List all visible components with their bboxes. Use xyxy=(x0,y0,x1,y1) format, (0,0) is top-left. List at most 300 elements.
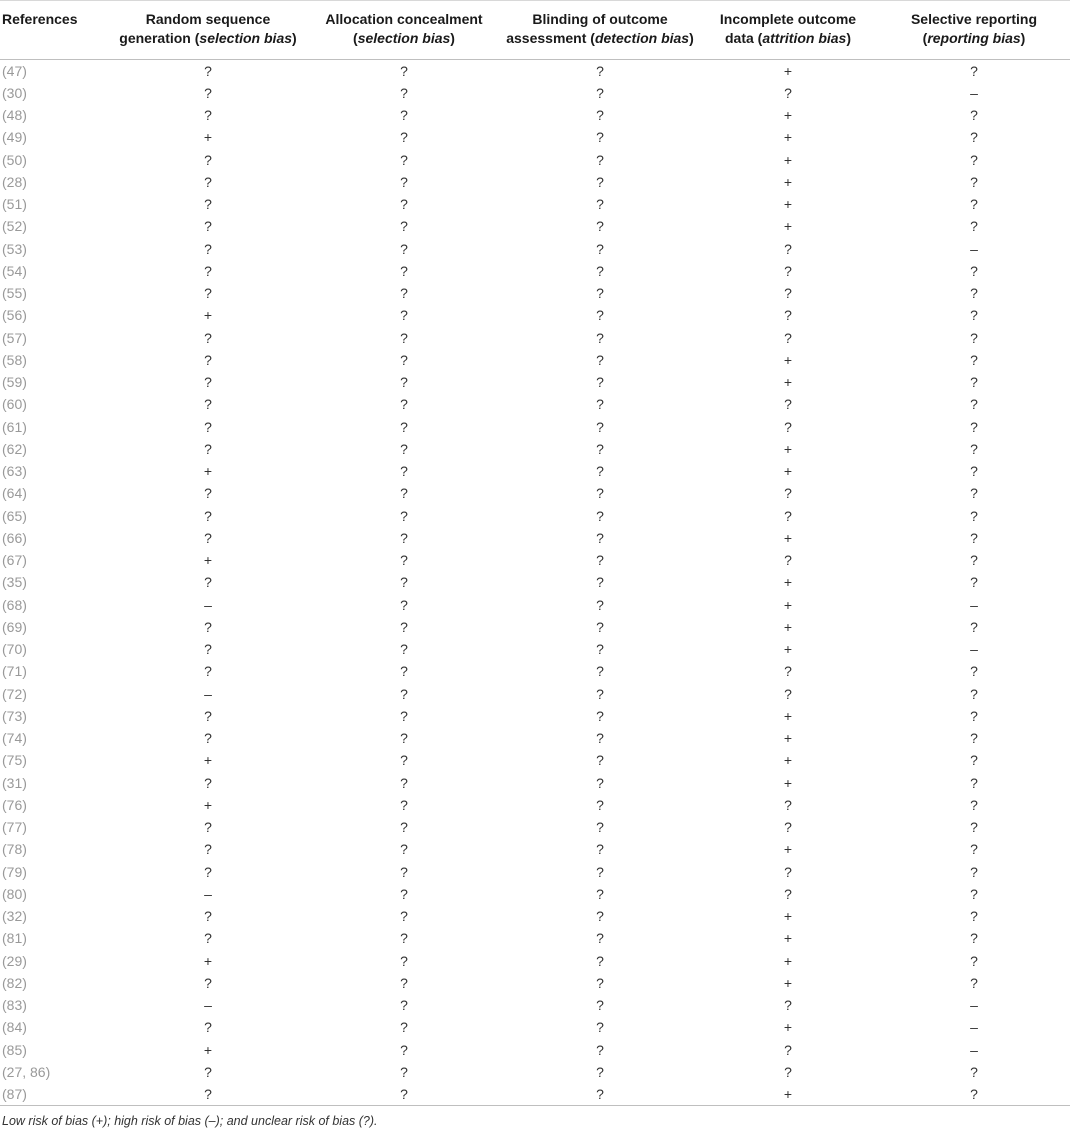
selective-reporting-cell: ? xyxy=(970,908,978,925)
blinding-cell: ? xyxy=(596,596,604,613)
allocation-concealment-cell: ? xyxy=(400,1019,408,1036)
selective-reporting-cell: ? xyxy=(970,774,978,791)
selective-reporting-cell: ? xyxy=(970,151,978,168)
allocation-concealment-cell: ? xyxy=(400,529,408,546)
table-row xyxy=(0,638,1070,660)
blinding-cell: ? xyxy=(596,930,604,947)
random-sequence-cell: ? xyxy=(204,774,212,791)
blinding-cell: ? xyxy=(596,285,604,302)
header-line: Selective reporting xyxy=(910,11,1038,27)
reference-cell: (32) xyxy=(2,908,27,925)
reference-cell: (77) xyxy=(2,819,27,836)
reference-cell: (62) xyxy=(2,440,27,457)
random-sequence-cell: + xyxy=(203,1041,213,1058)
reference-cell: (83) xyxy=(2,997,27,1014)
incomplete-outcome-cell: ? xyxy=(784,1041,792,1058)
reference-cell: (84) xyxy=(2,1019,27,1036)
incomplete-outcome-cell: + xyxy=(783,641,793,658)
table-footer xyxy=(0,1105,1070,1142)
selective-reporting-cell: – xyxy=(970,84,978,101)
random-sequence-cell: ? xyxy=(204,819,212,836)
blinding-cell: ? xyxy=(596,1085,604,1102)
blinding-cell: ? xyxy=(596,707,604,724)
incomplete-outcome-cell: + xyxy=(783,196,793,213)
table-row xyxy=(0,149,1070,171)
table-row xyxy=(0,460,1070,482)
selective-reporting-cell: ? xyxy=(970,129,978,146)
selective-reporting-cell: – xyxy=(970,596,978,613)
selective-reporting-cell: ? xyxy=(970,1085,978,1102)
reference-cell: (27, 86) xyxy=(2,1063,51,1080)
allocation-concealment-cell: ? xyxy=(400,796,408,813)
blinding-cell: ? xyxy=(596,863,604,880)
allocation-concealment-cell: ? xyxy=(400,285,408,302)
random-sequence-cell: ? xyxy=(204,1063,212,1080)
incomplete-outcome-cell: + xyxy=(783,574,793,591)
table-row xyxy=(0,82,1070,104)
table-row xyxy=(0,171,1070,193)
blinding-cell: ? xyxy=(596,107,604,124)
incomplete-outcome-cell: + xyxy=(783,730,793,747)
blinding-cell: ? xyxy=(596,440,604,457)
header-line: assessment (detection bias) xyxy=(506,30,694,46)
incomplete-outcome-cell: + xyxy=(783,173,793,190)
incomplete-outcome-cell: ? xyxy=(784,552,792,569)
selective-reporting-cell: – xyxy=(970,1019,978,1036)
reference-cell: (57) xyxy=(2,329,27,346)
header-line: Allocation concealment xyxy=(325,11,483,27)
allocation-concealment-cell: ? xyxy=(400,351,408,368)
selective-reporting-cell: ? xyxy=(970,730,978,747)
incomplete-outcome-cell: + xyxy=(783,707,793,724)
blinding-cell: ? xyxy=(596,240,604,257)
allocation-concealment-cell: ? xyxy=(400,1085,408,1102)
blinding-cell: ? xyxy=(596,151,604,168)
allocation-concealment-cell: ? xyxy=(400,107,408,124)
reference-cell: (61) xyxy=(2,418,27,435)
table-row xyxy=(0,304,1070,326)
incomplete-outcome-cell: + xyxy=(783,1019,793,1036)
reference-cell: (67) xyxy=(2,552,27,569)
table-row xyxy=(0,104,1070,126)
reference-cell: (49) xyxy=(2,129,27,146)
incomplete-outcome-cell: ? xyxy=(784,1063,792,1080)
selective-reporting-cell: ? xyxy=(970,841,978,858)
table-row xyxy=(0,549,1070,571)
allocation-concealment-cell: ? xyxy=(400,262,408,279)
random-sequence-cell: ? xyxy=(204,329,212,346)
incomplete-outcome-cell: + xyxy=(783,107,793,124)
random-sequence-cell: ? xyxy=(204,618,212,635)
allocation-concealment-cell: ? xyxy=(400,752,408,769)
incomplete-outcome-cell: + xyxy=(783,618,793,635)
selective-reporting-cell: ? xyxy=(970,262,978,279)
reference-cell: (59) xyxy=(2,374,27,391)
random-sequence-cell: ? xyxy=(204,529,212,546)
random-sequence-cell: ? xyxy=(204,841,212,858)
incomplete-outcome-cell: ? xyxy=(784,418,792,435)
reference-cell: (55) xyxy=(2,285,27,302)
allocation-concealment-cell: ? xyxy=(400,841,408,858)
blinding-cell: ? xyxy=(596,974,604,991)
table-row xyxy=(0,705,1070,727)
random-sequence-cell: + xyxy=(203,552,213,569)
incomplete-outcome-cell: + xyxy=(783,351,793,368)
table-row xyxy=(0,193,1070,215)
allocation-concealment-cell: ? xyxy=(400,685,408,702)
allocation-concealment-cell: ? xyxy=(400,1063,408,1080)
selective-reporting-cell: ? xyxy=(970,574,978,591)
header-selective-reporting xyxy=(878,1,1070,60)
blinding-cell: ? xyxy=(596,396,604,413)
random-sequence-cell: – xyxy=(204,997,212,1014)
selective-reporting-cell: ? xyxy=(970,196,978,213)
allocation-concealment-cell: ? xyxy=(400,307,408,324)
selective-reporting-cell: ? xyxy=(970,796,978,813)
header-references xyxy=(0,1,110,60)
reference-cell: (29) xyxy=(2,952,27,969)
reference-cell: (35) xyxy=(2,574,27,591)
reference-cell: (60) xyxy=(2,396,27,413)
selective-reporting-cell: ? xyxy=(970,218,978,235)
allocation-concealment-cell: ? xyxy=(400,930,408,947)
allocation-concealment-cell: ? xyxy=(400,173,408,190)
header-references-label: References xyxy=(2,11,78,27)
table-row xyxy=(0,238,1070,260)
incomplete-outcome-cell: + xyxy=(783,529,793,546)
selective-reporting-cell: ? xyxy=(970,507,978,524)
footnote-row xyxy=(0,1105,1070,1142)
table-row xyxy=(0,616,1070,638)
blinding-cell: ? xyxy=(596,752,604,769)
incomplete-outcome-cell: + xyxy=(783,930,793,947)
blinding-cell: ? xyxy=(596,952,604,969)
selective-reporting-cell: ? xyxy=(970,463,978,480)
blinding-cell: ? xyxy=(596,307,604,324)
selective-reporting-cell: ? xyxy=(970,685,978,702)
table-row xyxy=(0,972,1070,994)
table-row xyxy=(0,660,1070,682)
blinding-cell: ? xyxy=(596,196,604,213)
reference-cell: (54) xyxy=(2,262,27,279)
blinding-cell: ? xyxy=(596,1063,604,1080)
header-line: Blinding of outcome xyxy=(532,11,668,27)
selective-reporting-cell: ? xyxy=(970,1063,978,1080)
header-line: Incomplete outcome xyxy=(719,11,857,27)
blinding-cell: ? xyxy=(596,463,604,480)
blinding-cell: ? xyxy=(596,841,604,858)
random-sequence-cell: ? xyxy=(204,1019,212,1036)
incomplete-outcome-cell: + xyxy=(783,151,793,168)
table-row xyxy=(0,861,1070,883)
table-row xyxy=(0,571,1070,593)
allocation-concealment-cell: ? xyxy=(400,641,408,658)
blinding-cell: ? xyxy=(596,351,604,368)
selective-reporting-cell: ? xyxy=(970,396,978,413)
reference-cell: (50) xyxy=(2,151,27,168)
allocation-concealment-cell: ? xyxy=(400,62,408,79)
table-row xyxy=(0,749,1070,771)
random-sequence-cell: ? xyxy=(204,240,212,257)
random-sequence-cell: ? xyxy=(204,151,212,168)
incomplete-outcome-cell: + xyxy=(783,841,793,858)
selective-reporting-cell: ? xyxy=(970,974,978,991)
header-allocation-concealment xyxy=(306,1,502,60)
allocation-concealment-cell: ? xyxy=(400,151,408,168)
reference-cell: (63) xyxy=(2,463,27,480)
incomplete-outcome-cell: ? xyxy=(784,685,792,702)
random-sequence-cell: ? xyxy=(204,84,212,101)
random-sequence-cell: + xyxy=(203,307,213,324)
random-sequence-cell: – xyxy=(204,885,212,902)
incomplete-outcome-cell: + xyxy=(783,62,793,79)
random-sequence-cell: ? xyxy=(204,908,212,925)
blinding-cell: ? xyxy=(596,84,604,101)
incomplete-outcome-cell: + xyxy=(783,752,793,769)
table-row xyxy=(0,393,1070,415)
blinding-cell: ? xyxy=(596,997,604,1014)
reference-cell: (31) xyxy=(2,774,27,791)
allocation-concealment-cell: ? xyxy=(400,596,408,613)
incomplete-outcome-cell: + xyxy=(783,374,793,391)
allocation-concealment-cell: ? xyxy=(400,863,408,880)
random-sequence-cell: ? xyxy=(204,730,212,747)
table-row xyxy=(0,794,1070,816)
selective-reporting-cell: ? xyxy=(970,307,978,324)
selective-reporting-cell: ? xyxy=(970,707,978,724)
reference-cell: (75) xyxy=(2,752,27,769)
selective-reporting-cell: ? xyxy=(970,863,978,880)
table-row xyxy=(0,883,1070,905)
header-line: (selection bias) xyxy=(353,30,455,46)
table-row xyxy=(0,905,1070,927)
allocation-concealment-cell: ? xyxy=(400,974,408,991)
reference-cell: (85) xyxy=(2,1041,27,1058)
blinding-cell: ? xyxy=(596,618,604,635)
random-sequence-cell: ? xyxy=(204,641,212,658)
table-row xyxy=(0,527,1070,549)
blinding-cell: ? xyxy=(596,774,604,791)
random-sequence-cell: ? xyxy=(204,507,212,524)
selective-reporting-cell: ? xyxy=(970,752,978,769)
allocation-concealment-cell: ? xyxy=(400,240,408,257)
blinding-cell: ? xyxy=(596,329,604,346)
table-row xyxy=(0,927,1070,949)
reference-cell: (87) xyxy=(2,1085,27,1102)
allocation-concealment-cell: ? xyxy=(400,730,408,747)
header-line: data (attrition bias) xyxy=(724,30,852,46)
allocation-concealment-cell: ? xyxy=(400,84,408,101)
random-sequence-cell: ? xyxy=(204,351,212,368)
blinding-cell: ? xyxy=(596,1019,604,1036)
footnote: Low risk of bias (+); high risk of bias (–); and unclear risk of bias (?). xyxy=(0,1105,1070,1142)
selective-reporting-cell: ? xyxy=(970,351,978,368)
blinding-cell: ? xyxy=(596,796,604,813)
reference-cell: (30) xyxy=(2,84,27,101)
random-sequence-cell: + xyxy=(203,129,213,146)
incomplete-outcome-cell: ? xyxy=(784,997,792,1014)
selective-reporting-cell: – xyxy=(970,641,978,658)
incomplete-outcome-cell: ? xyxy=(784,262,792,279)
selective-reporting-cell: ? xyxy=(970,62,978,79)
random-sequence-cell: ? xyxy=(204,485,212,502)
allocation-concealment-cell: ? xyxy=(400,485,408,502)
incomplete-outcome-cell: + xyxy=(783,774,793,791)
selective-reporting-cell: ? xyxy=(970,329,978,346)
allocation-concealment-cell: ? xyxy=(400,885,408,902)
table-row xyxy=(0,371,1070,393)
reference-cell: (80) xyxy=(2,885,27,902)
header-line: (reporting bias) xyxy=(922,30,1026,46)
table-row xyxy=(0,816,1070,838)
blinding-cell: ? xyxy=(596,663,604,680)
random-sequence-cell: + xyxy=(203,952,213,969)
incomplete-outcome-cell: ? xyxy=(784,329,792,346)
table-row xyxy=(0,772,1070,794)
selective-reporting-cell: ? xyxy=(970,107,978,124)
selective-reporting-cell: ? xyxy=(970,552,978,569)
random-sequence-cell: + xyxy=(203,796,213,813)
reference-cell: (79) xyxy=(2,863,27,880)
allocation-concealment-cell: ? xyxy=(400,196,408,213)
random-sequence-cell: ? xyxy=(204,974,212,991)
reference-cell: (71) xyxy=(2,663,27,680)
selective-reporting-cell: ? xyxy=(970,952,978,969)
reference-cell: (70) xyxy=(2,641,27,658)
allocation-concealment-cell: ? xyxy=(400,507,408,524)
random-sequence-cell: ? xyxy=(204,1085,212,1102)
random-sequence-cell: ? xyxy=(204,574,212,591)
random-sequence-cell: ? xyxy=(204,173,212,190)
reference-cell: (66) xyxy=(2,529,27,546)
selective-reporting-cell: ? xyxy=(970,440,978,457)
header-random-sequence-generation xyxy=(110,1,306,60)
allocation-concealment-cell: ? xyxy=(400,819,408,836)
table-row xyxy=(0,727,1070,749)
reference-cell: (78) xyxy=(2,841,27,858)
incomplete-outcome-cell: + xyxy=(783,952,793,969)
table-row xyxy=(0,349,1070,371)
random-sequence-cell: – xyxy=(204,596,212,613)
allocation-concealment-cell: ? xyxy=(400,618,408,635)
random-sequence-cell: ? xyxy=(204,396,212,413)
random-sequence-cell: ? xyxy=(204,930,212,947)
table-row xyxy=(0,327,1070,349)
blinding-cell: ? xyxy=(596,730,604,747)
reference-cell: (74) xyxy=(2,730,27,747)
reference-cell: (48) xyxy=(2,107,27,124)
incomplete-outcome-cell: ? xyxy=(784,240,792,257)
selective-reporting-cell: ? xyxy=(970,285,978,302)
incomplete-outcome-cell: ? xyxy=(784,307,792,324)
selective-reporting-cell: ? xyxy=(970,663,978,680)
table-row xyxy=(0,950,1070,972)
incomplete-outcome-cell: + xyxy=(783,908,793,925)
random-sequence-cell: + xyxy=(203,752,213,769)
allocation-concealment-cell: ? xyxy=(400,952,408,969)
blinding-cell: ? xyxy=(596,885,604,902)
blinding-cell: ? xyxy=(596,262,604,279)
table-row xyxy=(0,1039,1070,1061)
incomplete-outcome-cell: ? xyxy=(784,819,792,836)
random-sequence-cell: ? xyxy=(204,62,212,79)
selective-reporting-cell: ? xyxy=(970,173,978,190)
selective-reporting-cell: ? xyxy=(970,885,978,902)
header-incomplete-outcome-data xyxy=(698,1,878,60)
header-line: generation (selection bias) xyxy=(119,30,297,46)
table-header xyxy=(0,1,1070,60)
random-sequence-cell: ? xyxy=(204,418,212,435)
incomplete-outcome-cell: ? xyxy=(784,285,792,302)
allocation-concealment-cell: ? xyxy=(400,329,408,346)
incomplete-outcome-cell: ? xyxy=(784,885,792,902)
incomplete-outcome-cell: + xyxy=(783,440,793,457)
table-row xyxy=(0,126,1070,148)
table-row xyxy=(0,1083,1070,1105)
random-sequence-cell: – xyxy=(204,685,212,702)
incomplete-outcome-cell: + xyxy=(783,1085,793,1102)
random-sequence-cell: ? xyxy=(204,374,212,391)
reference-cell: (65) xyxy=(2,507,27,524)
incomplete-outcome-cell: ? xyxy=(784,485,792,502)
incomplete-outcome-cell: ? xyxy=(784,863,792,880)
table-row xyxy=(0,416,1070,438)
allocation-concealment-cell: ? xyxy=(400,463,408,480)
reference-cell: (64) xyxy=(2,485,27,502)
blinding-cell: ? xyxy=(596,908,604,925)
random-sequence-cell: ? xyxy=(204,285,212,302)
selective-reporting-cell: – xyxy=(970,240,978,257)
header-blinding-outcome-assessment xyxy=(502,1,698,60)
table-row xyxy=(0,838,1070,860)
blinding-cell: ? xyxy=(596,218,604,235)
table-row xyxy=(0,282,1070,304)
blinding-cell: ? xyxy=(596,819,604,836)
reference-cell: (82) xyxy=(2,974,27,991)
incomplete-outcome-cell: + xyxy=(783,463,793,480)
blinding-cell: ? xyxy=(596,641,604,658)
blinding-cell: ? xyxy=(596,552,604,569)
random-sequence-cell: ? xyxy=(204,262,212,279)
table-row xyxy=(0,505,1070,527)
table-row xyxy=(0,1016,1070,1038)
allocation-concealment-cell: ? xyxy=(400,396,408,413)
table-row xyxy=(0,482,1070,504)
selective-reporting-cell: – xyxy=(970,1041,978,1058)
allocation-concealment-cell: ? xyxy=(400,418,408,435)
blinding-cell: ? xyxy=(596,173,604,190)
incomplete-outcome-cell: + xyxy=(783,129,793,146)
table-body xyxy=(0,60,1070,1106)
allocation-concealment-cell: ? xyxy=(400,552,408,569)
blinding-cell: ? xyxy=(596,62,604,79)
allocation-concealment-cell: ? xyxy=(400,440,408,457)
incomplete-outcome-cell: ? xyxy=(784,796,792,813)
allocation-concealment-cell: ? xyxy=(400,218,408,235)
table-row xyxy=(0,60,1070,82)
random-sequence-cell: + xyxy=(203,463,213,480)
reference-cell: (68) xyxy=(2,596,27,613)
table-row xyxy=(0,260,1070,282)
allocation-concealment-cell: ? xyxy=(400,908,408,925)
reference-cell: (72) xyxy=(2,685,27,702)
selective-reporting-cell: ? xyxy=(970,819,978,836)
allocation-concealment-cell: ? xyxy=(400,1041,408,1058)
header-row xyxy=(0,1,1070,60)
selective-reporting-cell: ? xyxy=(970,374,978,391)
reference-cell: (52) xyxy=(2,218,27,235)
incomplete-outcome-cell: + xyxy=(783,218,793,235)
